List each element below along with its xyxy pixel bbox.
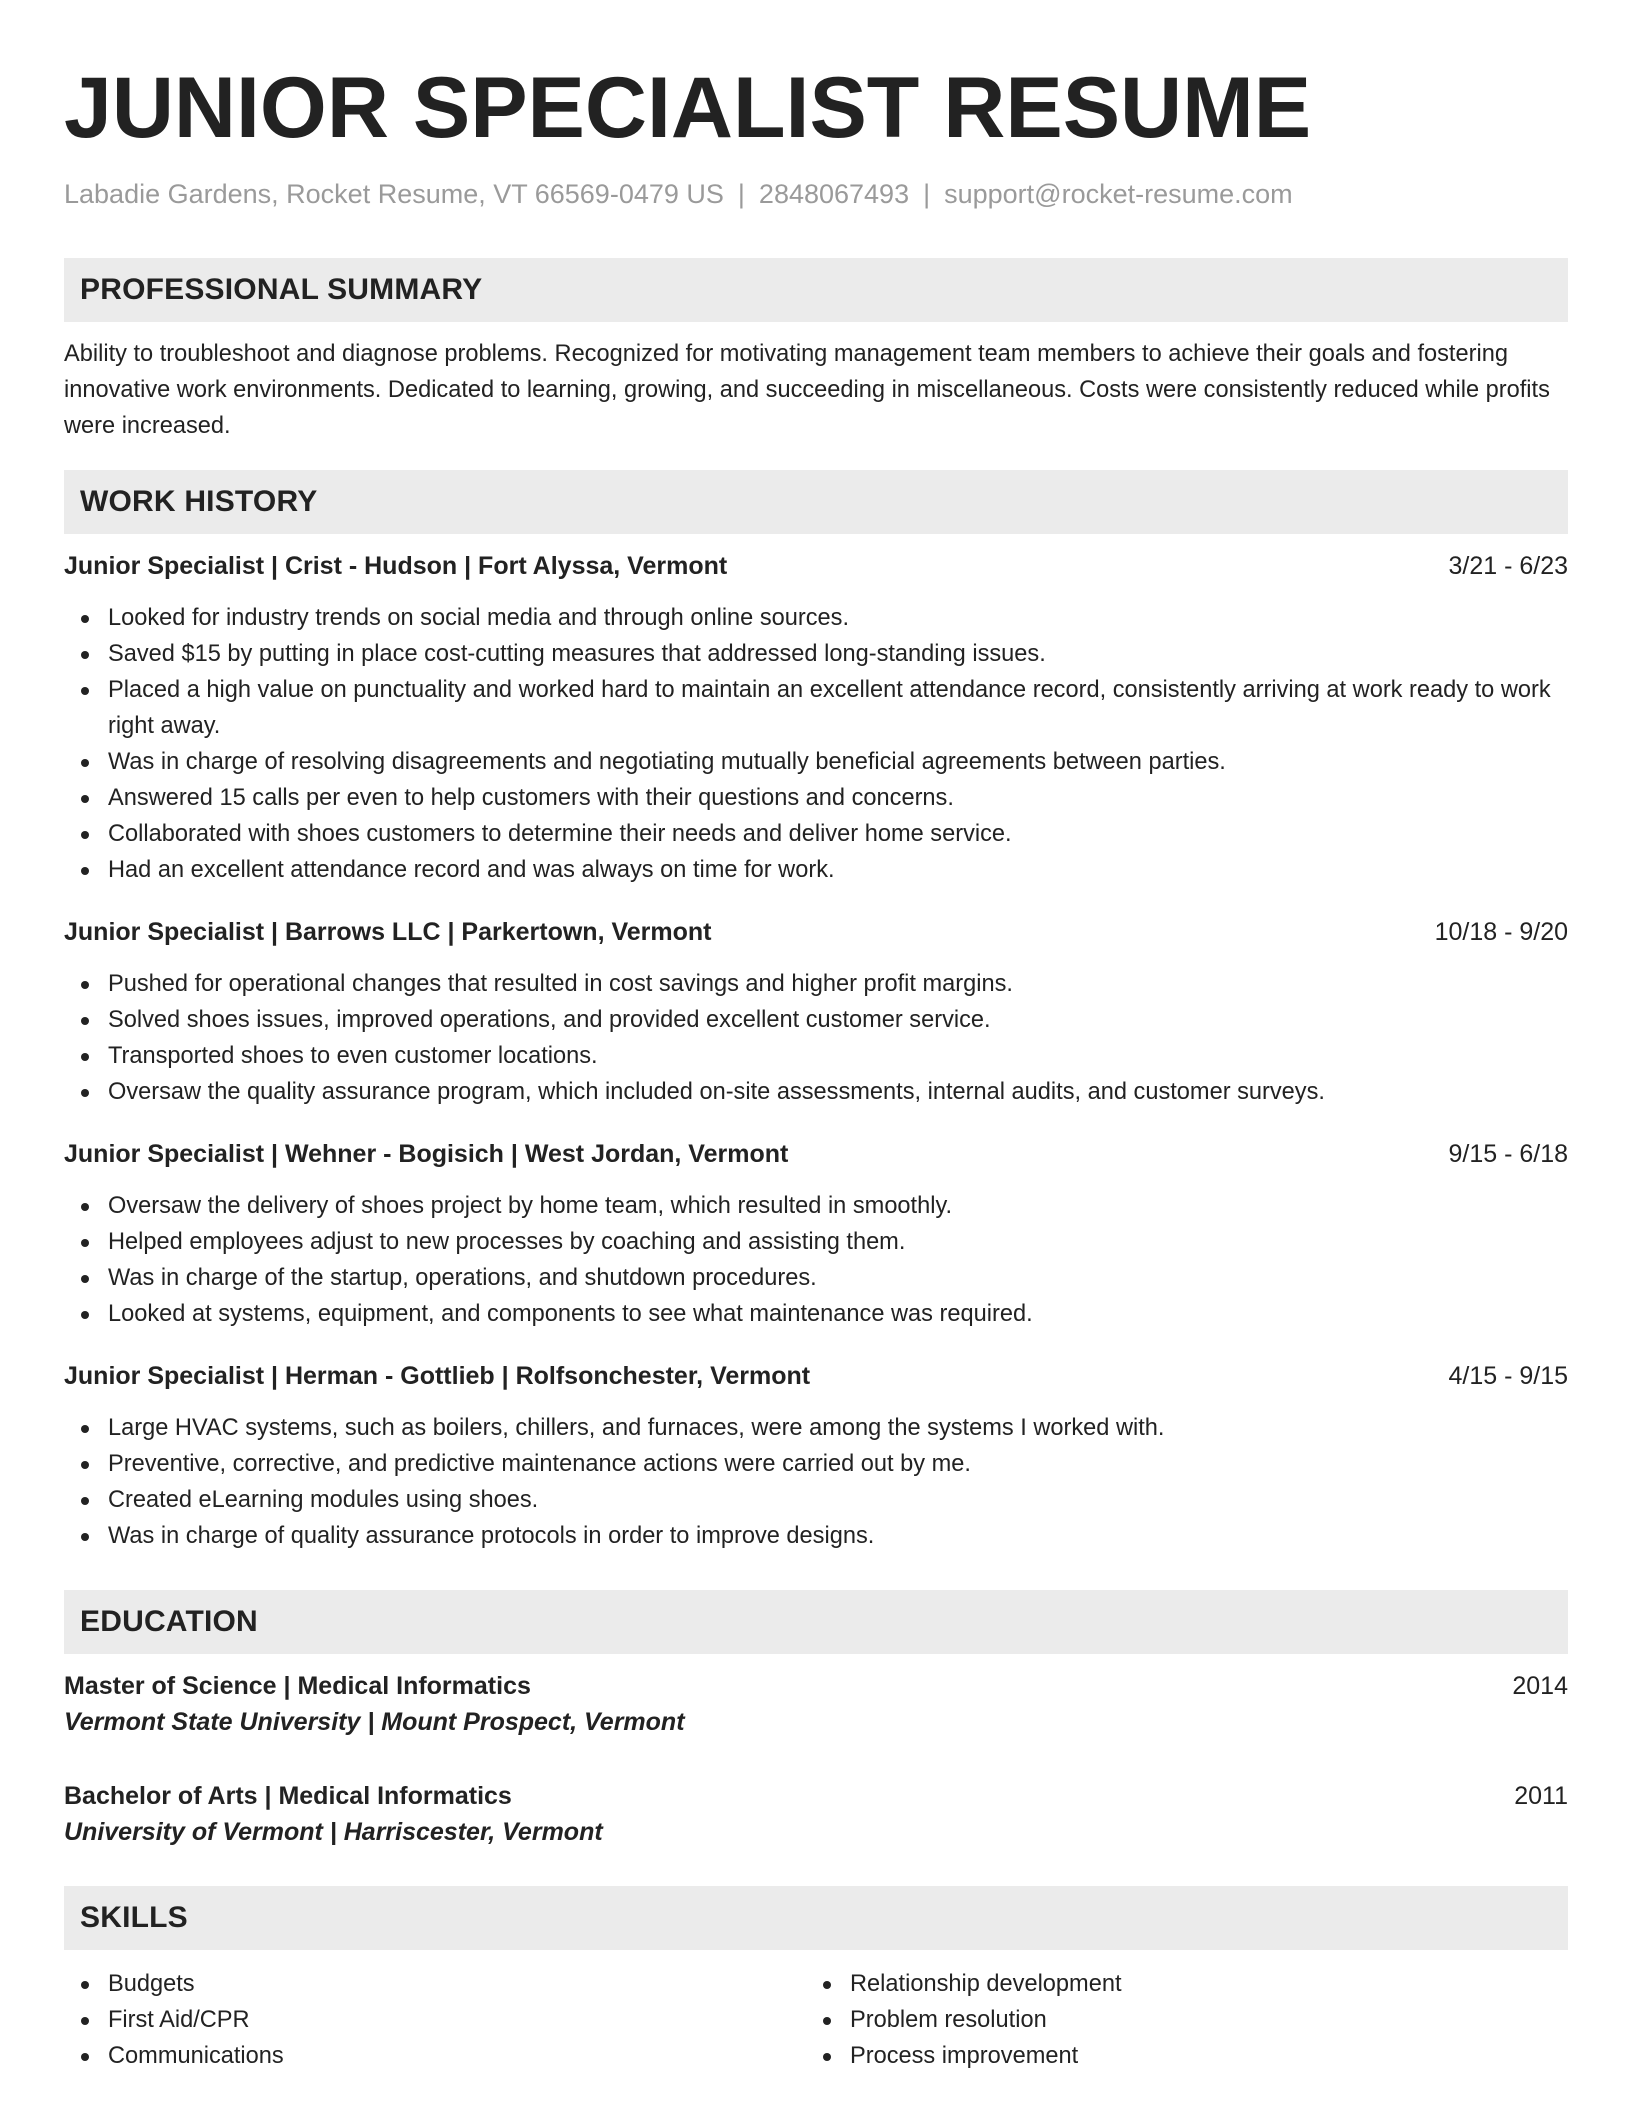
contact-separator: | — [923, 179, 931, 209]
job-entry — [64, 1358, 1568, 1554]
job-bullet-text: Placed a high value on punctuality and worked hard to maintain an excellent attendance record, consistently arriving at work ready to work right away. — [108, 677, 1551, 739]
skill-item — [806, 1966, 1548, 2002]
job-bullet — [64, 1074, 1568, 1110]
job-bullet-text: Collaborated with shoes customers to determine their needs and deliver home service. — [108, 821, 1012, 847]
job-entry — [64, 914, 1568, 1110]
bullet-dot — [81, 1203, 89, 1211]
job-bullet — [64, 1482, 1568, 1518]
contact-email: support@rocket-resume.com — [944, 179, 1293, 209]
job-bullet — [64, 1038, 1568, 1074]
job-bullet — [64, 1296, 1568, 1332]
contact-address: Labadie Gardens, Rocket Resume, VT 66569-0479 US — [64, 179, 724, 209]
contact-line — [64, 176, 1568, 212]
job-bullet — [64, 1518, 1568, 1554]
bullet-dot — [823, 2017, 831, 2025]
job-heading: Junior Specialist | Wehner - Bogisich | West Jordan, Vermont — [64, 1140, 789, 1168]
job-bullet-text: Saved $15 by putting in place cost-cutting measures that addressed long-standing issues. — [108, 641, 1046, 667]
job-bullet — [64, 672, 1568, 744]
job-bullet — [64, 852, 1568, 888]
bullet-dot — [81, 2017, 89, 2025]
resume-page — [64, 0, 1568, 2074]
resume-name: JUNIOR SPECIALIST RESUME — [64, 60, 1312, 156]
job-bullet — [64, 1224, 1568, 1260]
bullet-dot — [81, 1311, 89, 1319]
job-bullet-text: Was in charge of the startup, operations, and shutdown procedures. — [108, 1265, 817, 1291]
skill-item — [64, 2038, 806, 2074]
skill-item — [64, 1966, 806, 2002]
job-dates: 4/15 - 9/15 — [1448, 1362, 1568, 1390]
job-dates: 3/21 - 6/23 — [1448, 552, 1568, 580]
skills-column-right — [806, 1966, 1548, 2074]
job-dates: 10/18 - 9/20 — [1434, 918, 1568, 946]
contact-separator: | — [737, 179, 745, 209]
skill-text: Relationship development — [850, 1971, 1122, 1997]
job-entry — [64, 1136, 1568, 1332]
job-header — [64, 1358, 1568, 1394]
job-dates: 9/15 - 6/18 — [1448, 1140, 1568, 1168]
job-bullet-text: Was in charge of resolving disagreements and negotiating mutually beneficial agreements between parties. — [108, 749, 1226, 775]
job-bullets — [64, 600, 1568, 888]
job-bullet-text: Transported shoes to even customer locations. — [108, 1043, 598, 1069]
bullet-dot — [81, 1497, 89, 1505]
skills-grid — [64, 1966, 1568, 2074]
skills-section-header — [64, 1886, 1568, 1950]
job-bullet — [64, 744, 1568, 780]
job-bullet-text: Oversaw the quality assurance program, which included on-site assessments, internal audits, and customer surveys. — [108, 1079, 1325, 1105]
bullet-dot — [823, 2053, 831, 2061]
bullet-dot — [81, 1089, 89, 1097]
skill-text: Problem resolution — [850, 2007, 1047, 2033]
bullet-dot — [81, 1053, 89, 1061]
job-bullet-text: Large HVAC systems, such as boilers, chillers, and furnaces, were among the systems I worked with. — [108, 1415, 1165, 1441]
bullet-dot — [81, 795, 89, 803]
job-bullet — [64, 1410, 1568, 1446]
job-entry — [64, 548, 1568, 888]
skill-item — [64, 2002, 806, 2038]
contact-phone: 2848067493 — [758, 179, 910, 209]
summary-section-title: PROFESSIONAL SUMMARY — [80, 273, 483, 306]
bullet-dot — [81, 1425, 89, 1433]
job-bullet-text: Answered 15 calls per even to help customers with their questions and concerns. — [108, 785, 954, 811]
job-bullet — [64, 780, 1568, 816]
education-degree: Bachelor of Arts | Medical Informatics — [64, 1782, 512, 1810]
job-bullet-text: Created eLearning modules using shoes. — [108, 1487, 539, 1513]
job-bullet — [64, 1002, 1568, 1038]
work-section-header — [64, 470, 1568, 534]
skill-text: Budgets — [108, 1971, 195, 1997]
job-bullet — [64, 1446, 1568, 1482]
job-bullet — [64, 816, 1568, 852]
education-section-title: EDUCATION — [80, 1605, 258, 1638]
skill-text: Process improvement — [850, 2043, 1079, 2069]
bullet-dot — [81, 651, 89, 659]
job-bullet-text: Was in charge of quality assurance protocols in order to improve designs. — [108, 1523, 875, 1549]
job-bullet — [64, 966, 1568, 1002]
bullet-dot — [81, 1461, 89, 1469]
education-header — [64, 1668, 1568, 1704]
bullet-dot — [81, 1239, 89, 1247]
job-bullet-text: Solved shoes issues, improved operations, and provided excellent customer service. — [108, 1007, 991, 1033]
bullet-dot — [823, 1981, 831, 1989]
bullet-dot — [81, 1533, 89, 1541]
job-bullet — [64, 636, 1568, 672]
job-bullet-text: Had an excellent attendance record and was always on time for work. — [108, 857, 835, 883]
bullet-dot — [81, 831, 89, 839]
bullet-dot — [81, 615, 89, 623]
job-header — [64, 1136, 1568, 1172]
education-year: 2014 — [1512, 1672, 1568, 1700]
job-header — [64, 548, 1568, 584]
skill-text: Communications — [108, 2043, 284, 2069]
education-year: 2011 — [1514, 1782, 1568, 1810]
bullet-dot — [81, 1981, 89, 1989]
bullet-dot — [81, 1017, 89, 1025]
job-heading: Junior Specialist | Herman - Gottlieb | Rolfsonchester, Vermont — [64, 1362, 811, 1390]
bullet-dot — [81, 759, 89, 767]
bullet-dot — [81, 867, 89, 875]
skill-item — [806, 2038, 1548, 2074]
bullet-dot — [81, 687, 89, 695]
job-bullets — [64, 966, 1568, 1110]
job-bullet-text: Looked at systems, equipment, and components to see what maintenance was required. — [108, 1301, 1033, 1327]
work-section-title: WORK HISTORY — [80, 485, 318, 518]
education-entry — [64, 1778, 1568, 1850]
job-bullet-text: Oversaw the delivery of shoes project by home team, which resulted in smoothly. — [108, 1193, 953, 1219]
job-bullets — [64, 1188, 1568, 1332]
summary-text: Ability to troubleshoot and diagnose problems. Recognized for motivating management team members to achieve their goals and fostering innovative work environments. Dedicated to learning, growing, and succeeding in miscellaneous. Costs were consistently reduced while profits were increased. — [64, 341, 1550, 439]
education-school: Vermont State University | Mount Prospect, Vermont — [64, 1708, 685, 1736]
summary-section-header — [64, 258, 1568, 322]
skill-text: First Aid/CPR — [108, 2007, 250, 2033]
job-bullet-text: Preventive, corrective, and predictive maintenance actions were carried out by me. — [108, 1451, 971, 1477]
bullet-dot — [81, 2053, 89, 2061]
job-bullet-text: Looked for industry trends on social media and through online sources. — [108, 605, 850, 631]
bullet-dot — [81, 981, 89, 989]
job-heading: Junior Specialist | Barrows LLC | Parkertown, Vermont — [64, 918, 712, 946]
job-heading: Junior Specialist | Crist - Hudson | Fort Alyssa, Vermont — [64, 552, 728, 580]
job-bullets — [64, 1410, 1568, 1554]
job-bullet — [64, 1188, 1568, 1224]
education-header — [64, 1778, 1568, 1814]
bullet-dot — [81, 1275, 89, 1283]
education-entry — [64, 1668, 1568, 1740]
education-section-header — [64, 1590, 1568, 1654]
skills-section-title: SKILLS — [80, 1901, 188, 1934]
education-degree: Master of Science | Medical Informatics — [64, 1672, 531, 1700]
job-bullet — [64, 600, 1568, 636]
job-bullet — [64, 1260, 1568, 1296]
job-bullet-text: Helped employees adjust to new processes by coaching and assisting them. — [108, 1229, 906, 1255]
job-header — [64, 914, 1568, 950]
skills-column-left — [64, 1966, 806, 2074]
job-bullet-text: Pushed for operational changes that resulted in cost savings and higher profit margins. — [108, 971, 1013, 997]
education-school: University of Vermont | Harriscester, Vermont — [64, 1818, 603, 1846]
skill-item — [806, 2002, 1548, 2038]
